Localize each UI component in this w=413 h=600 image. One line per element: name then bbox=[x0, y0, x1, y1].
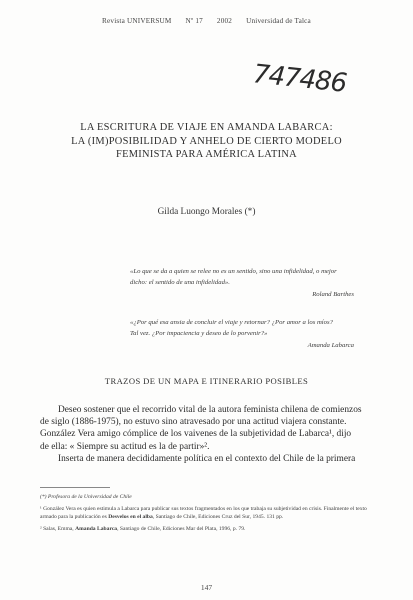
issue-number: Nº 17 bbox=[185, 17, 203, 25]
issue-year: 2002 bbox=[216, 17, 233, 25]
title-line-1: LA ESCRITURA DE VIAJE EN AMANDA LABARCA: bbox=[80, 122, 333, 133]
epigraph-attribution: Roland Barthes bbox=[312, 291, 354, 298]
journal-name: Revista UNIVERSUM bbox=[102, 17, 172, 25]
footnote-text: subjetividad en crisis. Finalmente el texto armado para la publicación es bbox=[40, 506, 367, 521]
footnote-book-title: Desvelos en el alba bbox=[108, 514, 153, 521]
body-line: de siglo (1886-1975), no estuvo sino atravesado por una actitud viajera constante. bbox=[40, 417, 347, 428]
footnote-divider bbox=[40, 487, 110, 488]
body-line: de ella: « Siempre su actitud es la de partir»². bbox=[40, 441, 210, 452]
body-line: Inserta de manera decididamente política en el contexto del Chile de la primera bbox=[58, 453, 356, 464]
epigraph-attribution: Amanda Labarca bbox=[307, 342, 354, 349]
section-heading: TRAZOS DE UN MAPA E ITINERARIO POSIBLES bbox=[104, 376, 309, 386]
epigraph-barthes bbox=[130, 266, 378, 300]
handwritten-catalog-number: 747486 bbox=[251, 59, 348, 99]
page-number: 147 bbox=[200, 583, 213, 592]
footnote-2 bbox=[40, 525, 375, 533]
footnotes bbox=[40, 493, 375, 537]
epigraph-line: Tal vez. ¿Por impaciencia y deseo de lo porvenir?» bbox=[130, 330, 268, 337]
paragraph-2 bbox=[40, 453, 376, 465]
author-name: Gilda Luongo Morales (*) bbox=[157, 207, 256, 217]
footnote-affiliation bbox=[40, 493, 375, 501]
footnote-text: (*) Profesora de la Universidad de Chile bbox=[40, 494, 132, 500]
footnote-1 bbox=[40, 505, 375, 521]
epigraph-line: dicho: el sentido de una infidelidad». bbox=[130, 279, 230, 286]
footnote-book-title: Amanda Labarca bbox=[75, 526, 118, 533]
footnote-text: ¹ González Vera es quien estimula a Labarca para publicar sus textos fragmentados en los que trabaja su bbox=[40, 506, 273, 513]
body-text bbox=[40, 404, 376, 465]
university-name: Universidad de Talca bbox=[246, 17, 311, 25]
body-line: Deseo sostener que el recorrido vital de la autora feminista chilena de comienzos bbox=[58, 405, 362, 415]
epigraph-line: «Lo que se da a quien se relee no es un sentido, sino una infidelidad, o mejor bbox=[130, 268, 337, 275]
footnote-text: ² Salas, Emma, bbox=[40, 526, 76, 533]
epigraph-labarca bbox=[130, 317, 378, 351]
running-header bbox=[0, 17, 413, 25]
epigraph-line: «¿Por qué esa ansia de concluir el viaje y retornar? ¿Por amor a los míos? bbox=[130, 319, 333, 326]
title-line-3: FEMINISTA PARA AMÉRICA LATINA bbox=[116, 149, 297, 160]
footnote-text: Chile, Ediciones Cruz del Sur, 1945. 131 pp. bbox=[183, 514, 284, 521]
footnote-text: , Santiago de bbox=[152, 514, 182, 521]
article-title bbox=[40, 121, 373, 162]
body-line: González Vera amigo cómplice de los vaivenes de la subjetividad de Labarca¹, dijo bbox=[40, 429, 352, 440]
footnote-text: , Santiago de Chile, Ediciones Mar del Plata, 1996, p. 79. bbox=[117, 526, 246, 533]
title-line-2: LA (IM)POSIBILIDAD Y ANHELO DE CIERTO MODELO bbox=[71, 135, 342, 147]
paragraph-1 bbox=[40, 404, 376, 453]
